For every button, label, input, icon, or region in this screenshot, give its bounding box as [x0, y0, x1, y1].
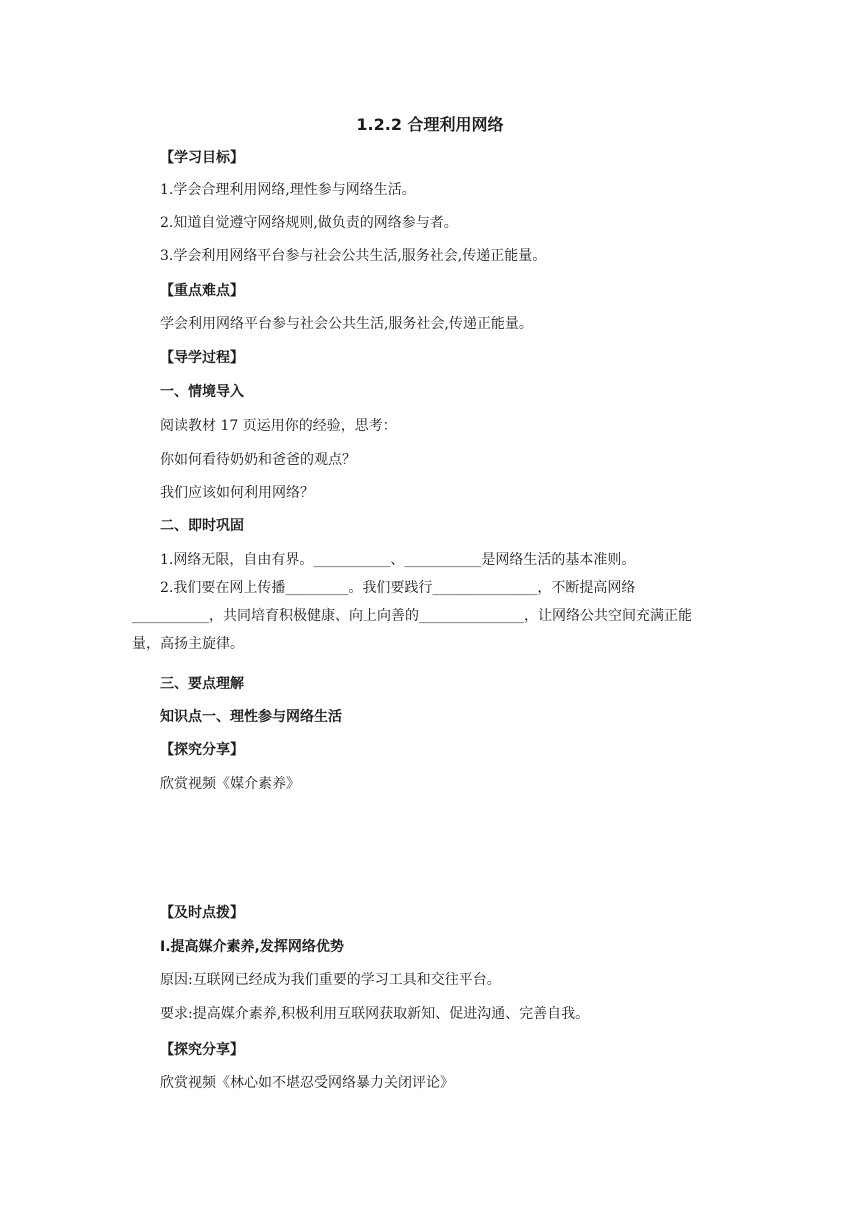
tip-heading: 【及时点拨】: [160, 905, 244, 921]
section3-heading: 三、要点理解: [160, 676, 244, 692]
section1-heading: 一、情境导入: [160, 384, 244, 400]
question-2-line-2: ___________，共同培育积极健康、向上向善的_______________，让网络公共空间充满正能: [132, 608, 692, 624]
explore-heading-2: 【探究分享】: [160, 1042, 244, 1058]
tip-subheading: Ⅰ.提高媒介素养,发挥网络优势: [160, 939, 344, 955]
knowledge-point-1: 知识点一、理性参与网络生活: [160, 709, 342, 725]
process-heading: 【导学过程】: [160, 350, 244, 366]
question-2-line-3: 量，高扬主旋律。: [132, 636, 244, 652]
explore-text-2: 欣赏视频《林心如不堪忍受网络暴力关闭评论》: [160, 1075, 454, 1091]
objective-item-3: 3.学会利用网络平台参与社会公共生活,服务社会,传递正能量。: [160, 248, 547, 264]
tip-requirement: 要求:提高媒介素养,积极利用互联网获取新知、促进沟通、完善自我。: [160, 1006, 590, 1022]
question-1: 1.网络无限，自由有界。___________、___________是网络生活的基本准则。: [160, 552, 636, 568]
section2-heading: 二、即时巩固: [160, 518, 244, 534]
objective-item-2: 2.知道自觉遵守网络规则,做负责的网络参与者。: [160, 215, 458, 231]
section1-line-1: 阅读教材 17 页运用你的经验，思考：: [160, 418, 397, 434]
explore-heading-1: 【探究分享】: [160, 742, 244, 758]
page-title: 1.2.2 合理利用网络: [356, 115, 504, 134]
key-points-text: 学会利用网络平台参与社会公共生活,服务社会,传递正能量。: [160, 316, 533, 332]
question-2-line-1: 2.我们要在网上传播_________。我们要践行_______________，不断提高网络: [160, 580, 636, 596]
explore-text-1: 欣赏视频《媒介素养》: [160, 776, 300, 792]
objectives-heading: 【学习目标】: [160, 150, 244, 166]
section1-line-3: 我们应该如何利用网络？: [160, 485, 314, 501]
objective-item-1: 1.学会合理利用网络,理性参与网络生活。: [160, 182, 416, 198]
section1-line-2: 你如何看待奶奶和爸爸的观点？: [160, 452, 356, 468]
key-points-heading: 【重点难点】: [160, 283, 244, 299]
tip-reason: 原因:互联网已经成为我们重要的学习工具和交往平台。: [160, 972, 501, 988]
